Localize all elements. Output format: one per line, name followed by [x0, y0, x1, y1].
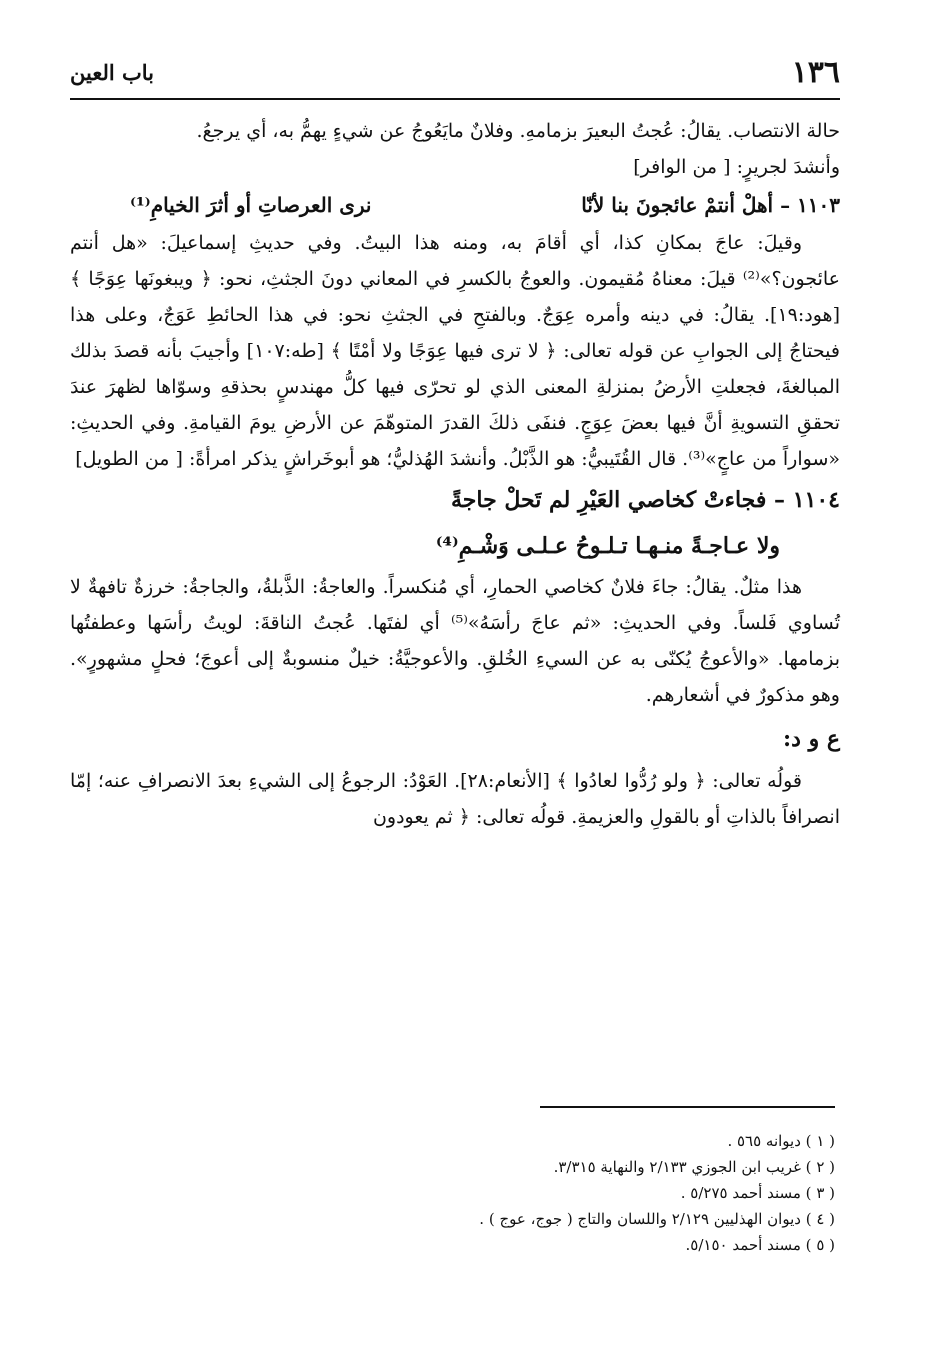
paragraph-poet-intro: وأنشدَ لجريرٍ: [ من الوافر]: [633, 156, 840, 178]
footnote-item: ( ٤ ) ديوان الهذليين ٢/١٢٩ واللسان والتاج ( جوج، عوج ) .: [479, 1210, 835, 1228]
verse-1104-second-hemistich: ولا عـاجـةً منـهـا تـلـوحُ عـلـى وَشْـمِ⁽⁴⁾: [435, 533, 780, 559]
header-rule: [70, 98, 840, 100]
verse-1103-first-hemistich: ١١٠٣ – أهلْ أنتمْ عائجونَ بنا لأنّا: [581, 193, 840, 217]
root-heading: ع و د:: [783, 726, 840, 752]
verse-1103-second-hemistich: نرى العرصاتِ أو أثرَ الخيامِ⁽¹⁾: [130, 193, 372, 217]
chapter-title: باب العين: [70, 59, 155, 85]
footnote-separator: [540, 1106, 835, 1108]
paragraph-continuation: حالة الانتصاب. يقالُ: عُجتُ البعيرَ بزمامهِ. وفلانٌ مايَعُوجُ عن شيءٍ يهمُّ به، أي يرجعُ.: [196, 120, 840, 142]
paragraph-awd-entry: قولُه تعالى: ﴿ ولو رُدُّوا لعادُوا ﴾ [الأنعام:٢٨]. العَوْدُ: الرجوعُ إلى الشيءِ بعدَ الانصرافِ عنه؛ إمّا انصرافاً بالذاتِ أو بالقولِ والعزيمةِ. قولُه تعالى: ﴿ ثم يعودون: [70, 770, 840, 828]
footnotes: [330, 1128, 835, 1258]
footnote-item: ( ١ ) ديوانه ٥٦٥ .: [727, 1132, 835, 1150]
footnote-item: ( ٢ ) غريب ابن الجوزي ٢/١٣٣ والنهاية ٣/٣١٥.: [553, 1158, 835, 1176]
verse-1104-first-hemistich: ١١٠٤ – فجاءتْ كخاصي العَيْرِ لم تَحلْ جاجةً: [451, 487, 840, 513]
page-number: ١٣٦: [791, 54, 840, 90]
paragraph-awj-explanation: وقيلَ: عاجَ بمكانِ كذا، أي أقامَ به، ومنه هذا البيتُ. وفي حديثِ إسماعيلَ: «هل أنتم عائجون؟»⁽²⁾ قيلَ: معناهُ مُقيمون. والعوجُ بالكسرِ في المعاني دونَ الجثثِ، نحو: ﴿ ويبغونَها عِوَجًا ﴾ [هود:١٩]. يقالُ: في دينه وأمره عِوَجٌ. وبالفتحِ في الجثثِ نحو: في هذا الحائطِ عَوَجٌ، وعلى هذا فيحتاجُ إلى الجوابِ عن قوله تعالى: ﴿ لا ترى فيها عِوَجًا ولا أمْتًا ﴾ [طه:١٠٧] وأجيبَ بأنه قصدَ بذلك المبالغةَ، فجعلتِ الأرضُ بمنزلةِ المعنى الذي لو تحرّى فيها كلُّ مهندسٍ بحذقهِ وسوّاها لظهرَ عندَ تحققِ التسويةِ أنَّ فيها بعضَ عِوَجٍ. فنفَى ذلكَ القدرَ المتوهّمَ عن الأرضِ يومَ القيامةِ. وفي الحديثِ: «سواراً من عاجٍ»⁽³⁾. قال القُتَيبيُّ: هو الذَّبْلُ. وأنشدَ الهُذليُّ؛ هو أبوخَراشٍ يذكر امرأةً: [ من الطويل]: [70, 232, 840, 470]
footnote-item: ( ٥ ) مسند أحمد ٥/١٥٠.: [685, 1236, 835, 1254]
verse-1103: [70, 185, 840, 225]
page-header: [70, 48, 840, 96]
footnote-item: ( ٣ ) مسند أحمد ٥/٢٧٥ .: [680, 1184, 835, 1202]
main-text: [70, 113, 840, 835]
paragraph-proverb-explanation: هذا مثلٌ. يقالُ: جاءَ فلانٌ كخاصي الحمارِ، أي مُنكسراً. والعاجةُ: الذَّبلةُ، والجاجةُ: خرزةٌ تافهةٌ لا تُساوي فَلساً. وفي الحديثِ: «ثم عاجَ رأسَهُ»⁽⁵⁾ أي لفتَها. عُجتُ الناقةَ: لويتُ رأسَها وعطفتُها بزمامها. «والأعوجُ يُكنّى به عن السيءِ الخُلقِ. والأعوجيَّةُ: خيلٌ منسوبةٌ إلى أعوجَ؛ فحلٍ مشهورٍ». وهو مذكورٌ في أشعارهم.: [70, 576, 840, 706]
